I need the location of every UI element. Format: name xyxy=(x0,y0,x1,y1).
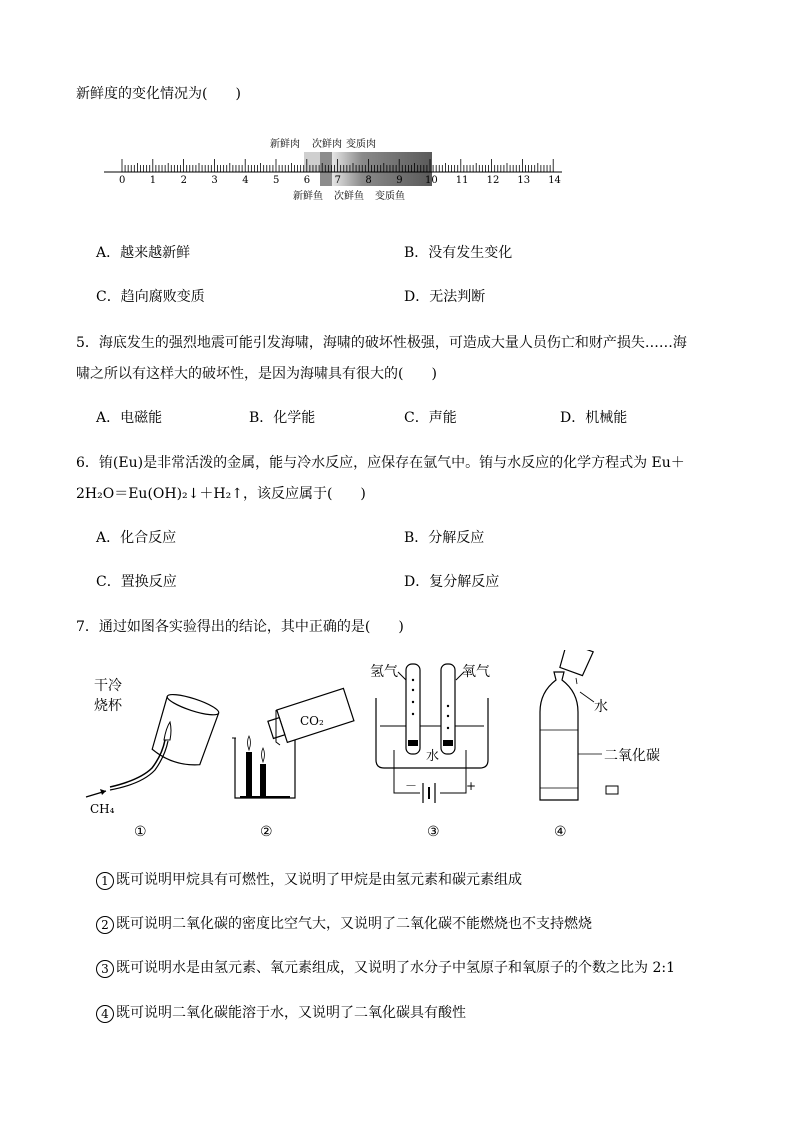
q6-option-a[interactable]: A．化合反应 xyxy=(96,530,177,546)
fig1-label-1: 干冷 xyxy=(94,678,122,694)
scale-tick-label: 9 xyxy=(396,175,403,186)
bubble xyxy=(412,679,414,681)
statement-text-2: 既可说明二氧化碳的密度比空气大，又说明了二氧化碳不能燃烧也不支持燃烧 xyxy=(116,916,592,932)
statement-number-2: 2 xyxy=(96,916,114,934)
fig-number-4: ④ xyxy=(554,824,567,840)
scale-top-label-3: 变质肉 xyxy=(346,139,376,150)
experiment-figure xyxy=(80,650,700,845)
fig4-water-label: 水 xyxy=(594,699,608,715)
q7-statement-4[interactable] xyxy=(96,1003,466,1023)
scale-bottom-label-3: 变质鱼 xyxy=(375,191,405,202)
scale-tick-label: 7 xyxy=(334,175,341,186)
scale-top-label-1: 新鲜肉 xyxy=(270,139,300,150)
scale-tick-label: 6 xyxy=(303,175,311,186)
q5-option-a[interactable]: A．电磁能 xyxy=(96,410,163,426)
q5-line-2: 啸之所以有这样大的破坏性，是因为海啸具有很大的( ) xyxy=(76,366,437,382)
scale-tick-label: 14 xyxy=(548,175,561,186)
scale-tick-label: 4 xyxy=(242,175,249,186)
fig-number-1: ① xyxy=(134,824,147,840)
q4-stem-tail: 新鲜度的变化情况为( ) xyxy=(76,86,241,102)
fig3-plus: + xyxy=(466,779,477,793)
bubble xyxy=(447,727,449,729)
q5-option-d[interactable]: D．机械能 xyxy=(560,410,628,426)
q7-statement-1[interactable] xyxy=(96,870,522,890)
q4-option-d[interactable]: D．无法判断 xyxy=(404,289,486,305)
statement-number-1: 1 xyxy=(96,872,114,890)
scale-tick-label: 8 xyxy=(365,175,372,186)
q7-stem: 7．通过如图各实验得出的结论，其中正确的是( ) xyxy=(76,619,404,635)
scale-tick-label: 3 xyxy=(211,175,218,186)
fig1-methane-combustion xyxy=(86,678,221,816)
statement-number-3: 3 xyxy=(96,960,114,978)
scale-tick-label: 10 xyxy=(425,175,438,186)
scale-bottom-label-1: 新鲜鱼 xyxy=(293,191,323,202)
q4-option-a[interactable]: A．越来越新鲜 xyxy=(96,245,191,261)
q6-option-b[interactable]: B．分解反应 xyxy=(404,530,485,546)
q6-option-d[interactable]: D．复分解反应 xyxy=(404,574,500,590)
fig2-co2-candles xyxy=(232,688,354,798)
fig2-gas: CO₂ xyxy=(300,714,324,728)
statement-text-1: 既可说明甲烷具有可燃性，又说明了甲烷是由氢元素和碳元素组成 xyxy=(116,872,522,888)
scale-tick-label: 2 xyxy=(180,175,187,186)
statement-text-4: 既可说明二氧化碳能溶于水，又说明了二氧化碳具有酸性 xyxy=(116,1005,466,1021)
fig1-label-2: 烧杯 xyxy=(94,698,122,714)
fig3-left-label: 氢气 xyxy=(370,664,398,680)
q4-option-b[interactable]: B．没有发生变化 xyxy=(404,245,513,261)
scale-tick-label: 12 xyxy=(486,175,500,186)
fig4-gas-label: 二氧化碳 xyxy=(604,748,660,764)
statement-number-4: 4 xyxy=(96,1005,114,1023)
q7-statement-2[interactable] xyxy=(96,914,592,934)
fig-number-2: ② xyxy=(260,824,273,840)
fig1-gas: CH₄ xyxy=(90,802,115,816)
fig3-water-label: 水 xyxy=(426,749,440,764)
q6-line-2: 2H₂O＝Eu(OH)₂↓＋H₂↑，该反应属于( ) xyxy=(76,486,366,502)
bubble xyxy=(447,705,449,707)
fig3-right-label: 氧气 xyxy=(462,664,490,680)
statement-text-3: 既可说明水是由氢元素、氧元素组成，又说明了水分子中氢原子和氧原子的个数之比为 2:1 xyxy=(116,960,675,976)
fig3-electrolysis xyxy=(370,664,490,803)
scale-top-label-2: 次鲜肉 xyxy=(312,139,342,150)
scale-bottom-label-2: 次鲜鱼 xyxy=(334,191,364,202)
scale-tick-label: 1 xyxy=(149,175,157,186)
scale-tick-label: 11 xyxy=(455,175,469,186)
q5-option-b[interactable]: B．化学能 xyxy=(249,410,316,426)
q4-option-c[interactable]: C．趋向腐败变质 xyxy=(96,289,205,305)
q7-statement-3[interactable] xyxy=(96,958,675,978)
bubble xyxy=(412,713,414,715)
bubble xyxy=(412,689,414,691)
q6-option-c[interactable]: C．置换反应 xyxy=(96,574,177,590)
fig4-bottle xyxy=(540,650,660,800)
scale-tick-label: 5 xyxy=(273,175,280,186)
q5-line-1: 5．海底发生的强烈地震可能引发海啸，海啸的破坏性极强，可造成大量人员伤亡和财产损失……海 xyxy=(76,335,687,351)
fig-number-3: ③ xyxy=(427,824,440,840)
scale-tick-label: 0 xyxy=(119,175,126,186)
q5-option-c[interactable]: C．声能 xyxy=(404,410,457,426)
freshness-scale-figure xyxy=(100,132,580,204)
scale-tick-label: 13 xyxy=(517,175,531,186)
bubble xyxy=(447,715,449,717)
fig3-minus: － xyxy=(405,779,418,793)
q6-line-1: 6．铕(Eu)是非常活泼的金属，能与冷水反应，应保存在氩气中。铕与水反应的化学方程式为 Eu＋ xyxy=(76,455,685,471)
bubble xyxy=(412,701,414,703)
